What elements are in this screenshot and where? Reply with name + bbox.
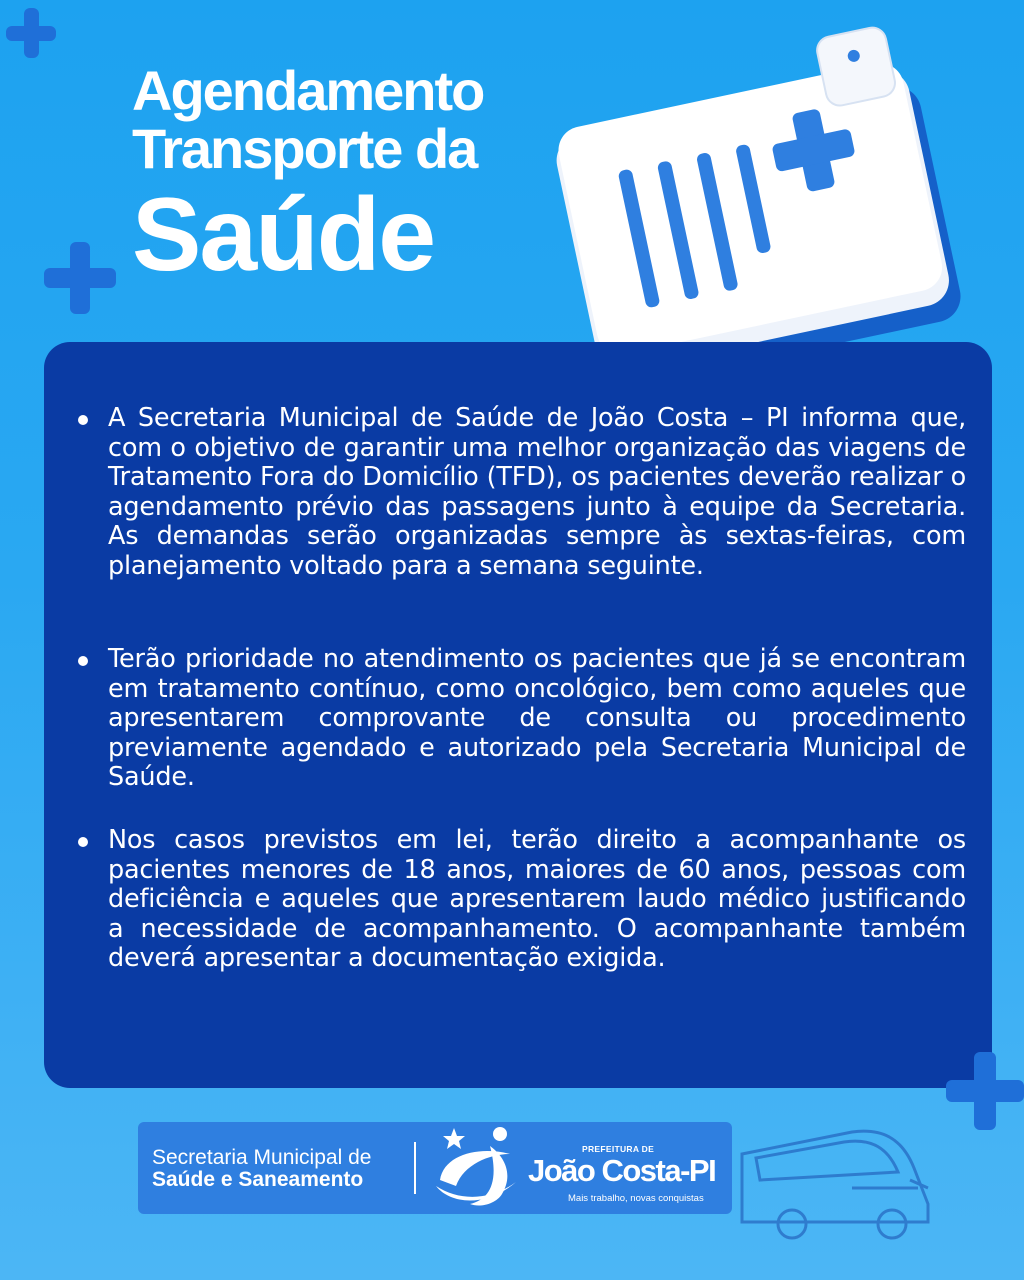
logo-star-figure-icon xyxy=(430,1124,526,1210)
bullet-text: Nos casos previstos em lei, terão direito a acompanhante os pacientes menores de 18 anos, maiores de 60 anos, pessoas com deficiência e aqueles que apresentarem laudo médico justificando a necessidade de acompanhamento. O acompanhante também deverá apresentar a documentação exigida. xyxy=(108,825,966,973)
plus-icon xyxy=(44,242,116,314)
list-item xyxy=(108,404,966,581)
page-title xyxy=(132,59,484,293)
title-line-1: Agendamento xyxy=(132,59,484,122)
list-item xyxy=(108,645,966,793)
bullet-dot xyxy=(78,837,88,847)
bullet-text: A Secretaria Municipal de Saúde de João Costa – PI informa que, com o objetivo de garantir uma melhor organização das viagens de Tratamento Fora do Domicílio (TFD), os pacientes deverão realizar o agendamento prévio das passagens junto à equipe da Secretaria. As demandas serão organizadas sempre às sextas-feiras, com planejamento voltado para a semana seguinte. xyxy=(108,403,966,581)
plus-icon xyxy=(946,1052,1024,1130)
prefeitura-label: PREFEITURA DE xyxy=(582,1144,655,1154)
bullet-dot xyxy=(78,415,88,425)
bullet-dot xyxy=(78,656,88,666)
title-line-2: Transporte da xyxy=(132,117,477,180)
slogan: Mais trabalho, novas conquistas xyxy=(568,1193,704,1204)
title-line-3: Saúde xyxy=(132,177,435,293)
van-icon xyxy=(732,1118,942,1244)
clipboard-icon xyxy=(548,26,978,376)
divider xyxy=(414,1142,416,1194)
plus-icon xyxy=(6,8,56,58)
list-item xyxy=(108,826,966,974)
city-name: João Costa-PI xyxy=(528,1153,716,1188)
bullet-text: Terão prioridade no atendimento os pacientes que já se encontram em tratamento contínuo, como oncológico, bem como aqueles que apresentarem comprovante de consulta ou procedimento previamente agendado e autorizado pela Secretaria Municipal de Saúde. xyxy=(108,644,966,792)
secretaria-name: Secretaria Municipal de xyxy=(152,1146,372,1169)
secretaria-subname: Saúde e Saneamento xyxy=(152,1168,364,1191)
